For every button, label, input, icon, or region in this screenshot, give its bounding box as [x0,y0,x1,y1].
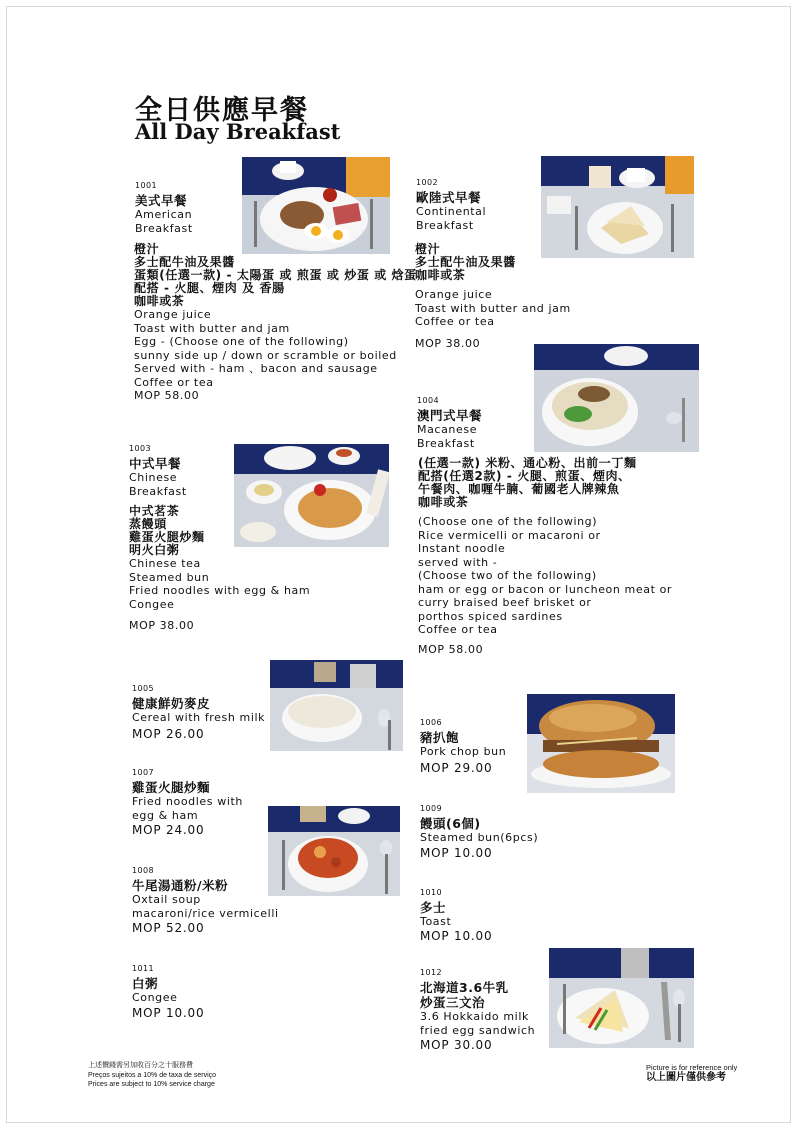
desc-line-en: sunny side up / down or scramble or boiled [134,348,397,362]
desc-line-en: Coffee or tea [415,315,495,328]
photo-oxtail-soup [268,806,400,896]
menu-item-1005 [132,684,265,741]
menu-item-1009 [420,804,538,860]
item-desc-1004 [418,457,672,656]
item-name-zh: 澳門式早餐 [417,408,483,423]
photo-chinese-breakfast [234,444,389,547]
item-code: 1004 [417,396,439,405]
item-desc-1002 [415,243,571,350]
item-name-en-line: American [135,208,193,221]
item-name-zh: 多士 [420,900,447,915]
item-name-en-line: Breakfast [129,484,187,498]
item-price: MOP 58.00 [134,389,200,402]
item-name-zh: 中式早餐 [129,456,182,471]
item-name-en-line: Continental [416,205,487,218]
menu-item-1012 [420,968,535,1052]
item-price: MOP 30.00 [420,1038,493,1052]
service-charge-zh: 上述價錢需另加收百分之十服務費 [88,1062,193,1069]
item-price: MOP 58.00 [418,642,484,656]
desc-line-zh: 蛋類(任選一款) - 太陽蛋 或 煎蛋 或 炒蛋 或 焓蛋 [134,268,417,282]
item-name-en-line: Oxtail soup [132,893,201,906]
item-name-zh: 北海道3.6牛乳 [420,980,509,995]
desc-line-zh: 橙汁 [415,242,441,256]
desc-line-zh: 多士配牛油及果醬 [134,255,235,269]
service-charge-en: Prices are subject to 10% service charge [88,1081,215,1088]
desc-line-en: (Choose two of the following) [418,569,597,582]
item-name-en-line: Fried noodles with [132,795,243,808]
menu-item-1002 [416,178,486,232]
item-name-zh: 豬扒飽 [420,730,460,745]
desc-line-en: Rice vermicelli or macaroni or [418,528,601,542]
item-name-en-line: Breakfast [135,221,193,235]
item-price: MOP 10.00 [420,928,493,943]
desc-line-en: porthos spiced sardines [418,609,563,623]
desc-line-zh: 配搭 - 火腿、煙肉 及 香腸 [134,281,285,295]
item-name-en-line: macaroni/rice vermicelli [132,906,279,920]
item-desc-1001 [134,243,417,403]
desc-line-en: Chinese tea [129,557,201,570]
service-charge-note [88,1061,216,1090]
item-name-zh: 歐陸式早餐 [416,190,482,205]
photo-continental-breakfast [541,156,694,258]
item-name-en-line: egg & ham [132,808,199,822]
menu-item-1003 [129,444,187,498]
item-name-en-line: Cereal with fresh milk [132,711,266,724]
item-price: MOP 10.00 [132,1005,205,1020]
picture-reference-note [646,1063,737,1083]
item-code: 1006 [420,718,442,727]
desc-line-zh: 咖啡或茶 [134,294,185,308]
menu-item-1006 [420,718,506,775]
item-name-zh: 健康鮮奶麥皮 [132,696,211,711]
item-price: MOP 52.00 [132,921,205,935]
item-code: 1005 [132,684,154,693]
photo-cereal [270,660,403,751]
desc-line-en: Orange juice [134,308,212,321]
title-chinese: 全日供應早餐 [135,95,309,126]
desc-line-zh: 中式茗茶 [129,504,180,518]
desc-line-zh: 雞蛋火腿炒麵 [129,530,205,544]
item-name-en-line: Breakfast [416,218,474,232]
desc-line-zh: 午餐肉、咖喱牛腩、葡國老人牌辣魚 [418,482,620,496]
desc-line-en: Toast with butter and jam [415,301,571,315]
desc-line-en: Coffee or tea [134,375,214,389]
item-price: MOP 38.00 [415,336,481,350]
item-name-en-line: Steamed bun(6pcs) [420,831,539,844]
item-price: MOP 26.00 [132,726,205,741]
item-code: 1007 [132,768,154,777]
desc-line-zh: 多士配牛油及果醬 [415,255,516,269]
menu-item-1008 [132,866,279,935]
picture-reference-en: Picture is for reference only [646,1063,738,1072]
item-price: MOP 29.00 [420,760,493,775]
item-name-zh: 饅頭(6個) [420,816,481,831]
desc-line-en: Steamed bun [129,570,210,584]
item-price: MOP 24.00 [132,823,205,837]
item-code: 1010 [420,888,442,897]
item-code: 1011 [132,964,154,973]
desc-line-en: Served with - ham 、bacon and sausage [134,362,378,375]
desc-line-en: (Choose one of the following) [418,515,598,528]
service-charge-pt: Preços sujeitos a 10% de taxa de serviço [88,1071,217,1079]
item-code: 1001 [135,181,157,190]
desc-line-en: served with - [418,555,498,569]
photo-pork-chop-bun [527,694,675,793]
desc-line-en: curry braised beef brisket or [418,596,592,609]
menu-item-1011 [132,964,204,1020]
item-name-zh: 美式早餐 [135,193,188,208]
item-name-en-line: fried egg sandwich [420,1023,536,1037]
desc-line-en: Instant noodle [418,542,506,555]
item-name-en-line: Toast [420,915,452,928]
item-price: MOP 38.00 [129,619,195,632]
picture-reference-zh: 以上圖片僅供參考 [646,1072,726,1083]
item-name-zh: 牛尾湯通粉/米粉 [132,878,229,893]
desc-line-zh: 明火白粥 [129,543,180,557]
desc-line-en: Toast with butter and jam [134,321,290,335]
desc-line-en: Coffee or tea [418,623,498,636]
desc-line-zh: 咖啡或茶 [415,268,466,282]
menu-item-1007 [132,768,243,837]
menu-item-1010 [420,888,492,943]
desc-line-zh: 蒸饅頭 [129,517,167,531]
item-code: 1008 [132,866,154,875]
desc-line-en: ham or egg or bacon or luncheon meat or [418,582,673,596]
menu-item-1001 [135,181,193,235]
item-name-zh: 雞蛋火腿炒麵 [132,780,211,795]
photo-egg-sandwich [549,948,694,1048]
desc-line-zh: 配搭(任選2款) - 火腿、煎蛋、煙肉、 [418,469,631,483]
title-english: All Day Breakfast [135,119,341,144]
photo-macanese-breakfast [534,344,699,452]
item-name-en-line: Pork chop bun [420,745,507,758]
item-code: 1012 [420,968,442,977]
desc-line-zh: 咖啡或茶 [418,495,469,509]
desc-line-en: Egg - (Choose one of the following) [134,335,349,348]
item-code: 1009 [420,804,442,813]
menu-item-1004 [417,396,482,450]
item-name-zh: 白粥 [132,976,159,991]
photo-american-breakfast [242,157,390,254]
item-price: MOP 10.00 [420,845,493,860]
desc-line-en: Orange juice [415,288,493,301]
desc-line-zh: 橙汁 [134,242,160,256]
item-name-en-line: Chinese [129,471,178,484]
item-name-en-line: Macanese [417,423,478,436]
item-name-en-line: 3.6 Hokkaido milk [420,1010,529,1023]
desc-line-zh: (任選一款) 米粉、通心粉、出前一丁麵 [418,456,637,470]
item-code: 1003 [129,444,151,453]
item-name-en-line: Breakfast [417,436,475,450]
desc-line-en: Congee [129,597,175,611]
item-name-zh-line2: 炒蛋三文治 [420,995,486,1010]
item-code: 1002 [416,178,438,187]
item-name-en-line: Congee [132,991,178,1004]
desc-line-en: Fried noodles with egg & ham [129,584,311,597]
